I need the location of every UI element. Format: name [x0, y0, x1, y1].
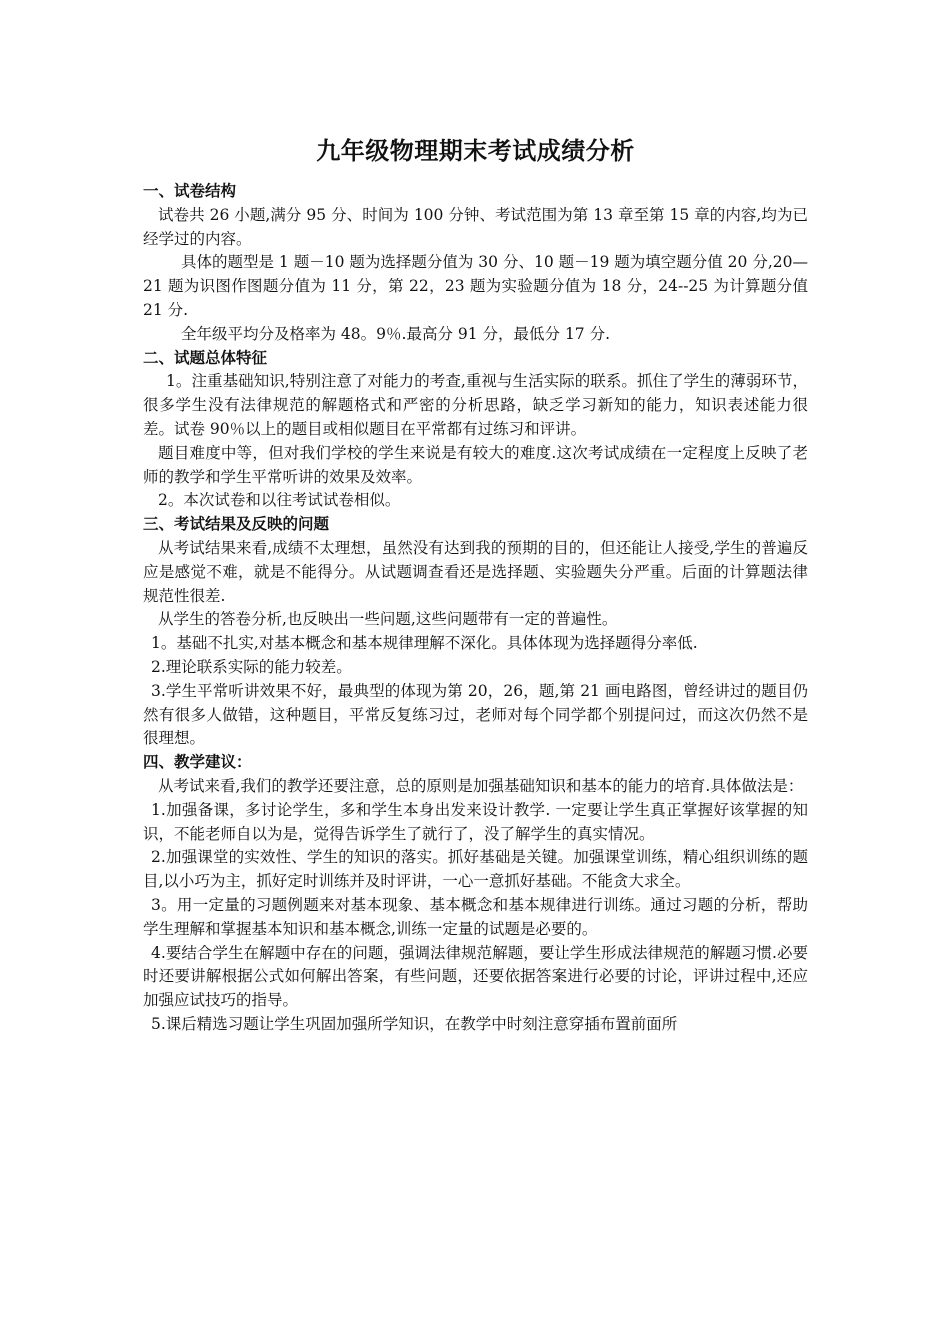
paragraph: 1.加强备课，多讨论学生，多和学生本身出发来设计教学. 一定要让学生真正掌握好该掌握的知识，不能老师自以为是，觉得告诉学生了就行了，没了解学生的真实情况。	[143, 800, 808, 843]
paragraph: 2。本次试卷和以往考试试卷相似。	[158, 491, 401, 510]
paragraph: 2.加强课堂的实效性、学生的知识的落实。抓好基础是关键。加强课堂训练，精心组织训练的题目,以小巧为主，抓好定时训练并及时评讲，一心一意抓好基础。不能贪大求全。	[143, 848, 808, 891]
paragraph: 试卷共 26 小题,满分 95 分、时间为 100 分钟、考试范围为第 13 章至第 15 章的内容,均为已经学过的内容。	[143, 205, 808, 248]
paragraph: 3.学生平常听讲效果不好，最典型的体现为第 20，26，题,第 21 画电路图，曾经讲过的题目仍然有很多人做错，这种题目，平常反复练习过，老师对每个同学都个别提问过，而这次仍然不是很理想。	[143, 681, 808, 748]
section-heading-results: 三、考试结果及反映的问题	[143, 515, 330, 534]
paragraph: 4.要结合学生在解题中存在的问题，强调法律规范解题，要让学生形成法律规范的解题习惯.必要时还要讲解根据公式如何解出答案，有些问题，还要依据答案进行必要的讨论，评讲过程中,还应加强应试技巧的指导。	[143, 943, 808, 1010]
paragraph: 3。用一定量的习题例题来对基本现象、基本概念和基本规律进行训练。通过习题的分析，帮助学生理解和掌握基本知识和基本概念,训练一定量的试题是必要的。	[143, 895, 808, 938]
paragraph: 从考试结果来看,成绩不太理想，虽然没有达到我的预期的目的，但还能让人接受,学生的普遍反应是感觉不难，就是不能得分。从试题调查看还是选择题、实验题失分严重。后面的计算题法律规范性很差.	[143, 538, 808, 605]
document-page	[143, 128, 808, 1037]
paragraph: 具体的题型是 1 题－10 题为选择题分值为 30 分、10 题－19 题为填空题分值 20 分,20—21 题为识图作图题分值为 11 分，第 22，23 题为实验题分值为 18 分，24--25 为计算题分值 21 分.	[143, 253, 808, 319]
paragraph: 2.理论联系实际的能力较差。	[151, 657, 352, 676]
paragraph: 5.课后精选习题让学生巩固加强所学知识，在教学中时刻注意穿插布置前面所	[151, 1014, 678, 1033]
section-heading-structure: 一、试卷结构	[143, 182, 237, 200]
paragraph: 从考试来看,我们的教学还要注意，总的原则是加强基础知识和基本的能力的培育.具体做法是：	[158, 776, 804, 795]
paragraph: 全年级平均分及格率为 48。9％.最高分 91 分，最低分 17 分.	[181, 324, 611, 343]
document-title: 九年级物理期末考试成绩分析	[316, 137, 635, 165]
paragraph: 题目难度中等，但对我们学校的学生来说是有较大的难度.这次考试成绩在一定程度上反映了老师的教学和学生平常听讲的效果及效率。	[143, 443, 808, 486]
section-heading-features: 二、试题总体特征	[143, 348, 268, 367]
paragraph: 1。注重基础知识,特别注意了对能力的考查,重视与生活实际的联系。抓住了学生的薄弱环节，很多学生没有法律规范的解题格式和严密的分析思路，缺乏学习新知的能力，知识表述能力很差。试卷 90％以上的题目或相似题目在平常都有过练习和评讲。	[143, 372, 808, 438]
paragraph: 从学生的答卷分析,也反映出一些问题,这些问题带有一定的普遍性。	[158, 610, 618, 629]
paragraph: 1。基础不扎实,对基本概念和基本规律理解不深化。具体体现为选择题得分率低.	[151, 634, 698, 653]
section-heading-suggestions: 四、教学建议：	[143, 753, 252, 772]
